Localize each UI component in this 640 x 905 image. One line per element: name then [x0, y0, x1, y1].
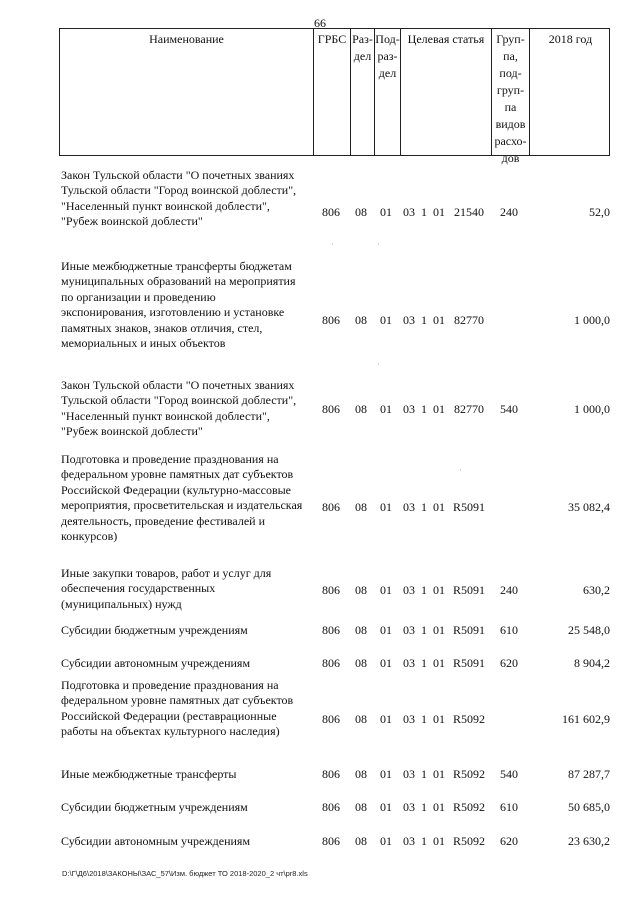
- row-cs-direction: R5091: [452, 656, 485, 670]
- row-podrazdel: 01: [380, 313, 392, 327]
- row-razdel: 08: [355, 767, 367, 781]
- row-razdel: 08: [355, 712, 367, 726]
- row-razdel: 08: [355, 623, 367, 637]
- row-grbs: 806: [322, 834, 340, 848]
- row-cs-program: 03: [403, 402, 415, 416]
- row-grbs: 806: [322, 712, 340, 726]
- row-cs-program: 03: [403, 712, 415, 726]
- row-cs-program: 03: [403, 313, 415, 327]
- row-cs-program: 03: [403, 767, 415, 781]
- row-amount: 8 904,2: [574, 656, 610, 670]
- row-razdel: 08: [355, 500, 367, 514]
- row-amount: 25 548,0: [568, 623, 610, 637]
- row-cs-program: 03: [403, 583, 415, 597]
- header-expense-type: Груп- па, под- груп- па видов расхо- дов: [491, 29, 529, 155]
- row-expense-type: 610: [500, 800, 518, 814]
- scan-speck: ·: [331, 240, 334, 249]
- table-header: [59, 28, 610, 165]
- row-grbs: 806: [322, 767, 340, 781]
- row-grbs: 806: [322, 500, 340, 514]
- row-cs-event: 01: [433, 402, 445, 416]
- row-cs-direction: R5092: [452, 800, 485, 814]
- row-name: Подготовка и проведение празднования на федеральном уровне памятных дат субъектов Российской Федерации (реставрационные работы на объектах культурного наследия): [61, 678, 294, 739]
- row-grbs: 806: [322, 800, 340, 814]
- row-cs-direction: 82770: [454, 402, 484, 416]
- table-row: [59, 834, 610, 852]
- row-cs-program: 03: [403, 623, 415, 637]
- row-podrazdel: 01: [380, 500, 392, 514]
- row-cs-event: 01: [433, 656, 445, 670]
- header-grbs: ГРБС: [313, 29, 350, 155]
- row-name: Иные закупки товаров, работ и услуг для обеспечения государственных (муниципальных) нужд: [61, 566, 272, 611]
- row-podrazdel: 01: [380, 712, 392, 726]
- row-cs-event: 01: [433, 313, 445, 327]
- row-amount: 630,2: [583, 583, 610, 597]
- row-razdel: 08: [355, 834, 367, 848]
- row-expense-type: 240: [500, 583, 518, 597]
- row-podrazdel: 01: [380, 800, 392, 814]
- row-name: Закон Тульской области "О почетных званиях Тульской области "Город воинской доблести", "Населенный пункт воинской доблести", "Рубеж воинской доблести": [61, 168, 297, 229]
- row-name: Иные межбюджетные трансферты бюджетам муниципальных образований на мероприятия по организации и проведению экспонирования, изготовлению и установке памятных знаков, знаков отличия, стел, мемориальных и иных объектов: [61, 259, 296, 351]
- table-row: [59, 566, 610, 614]
- header-year: 2018 год: [529, 29, 611, 155]
- row-cs-direction: 82770: [454, 313, 484, 327]
- row-razdel: 08: [355, 800, 367, 814]
- table-row: [59, 259, 610, 354]
- row-razdel: 08: [355, 656, 367, 670]
- row-cs-event: 01: [433, 205, 445, 219]
- header-target-article: Целевая статья: [400, 29, 491, 155]
- row-name: Иные межбюджетные трансферты: [61, 767, 237, 781]
- table-row: [59, 678, 610, 758]
- row-razdel: 08: [355, 583, 367, 597]
- row-cs-subprogram: 1: [421, 583, 427, 597]
- row-name: Закон Тульской области "О почетных званиях Тульской области "Город воинской доблести", "Населенный пункт воинской доблести", "Рубеж воинской доблести": [61, 378, 297, 439]
- row-amount: 1 000,0: [574, 313, 610, 327]
- scan-speck: ·: [459, 466, 462, 475]
- row-name: Подготовка и проведение празднования на федеральном уровне памятных дат субъектов Российской Федерации (культурно-массовые мероприятия, просветительская и издательская деятельность, проведение фестивалей и конкурсов): [61, 452, 303, 544]
- row-amount: 50 685,0: [568, 800, 610, 814]
- scan-speck: ·: [377, 360, 380, 369]
- table-row: [59, 656, 610, 674]
- row-cs-subprogram: 1: [421, 834, 427, 848]
- row-expense-type: 540: [500, 402, 518, 416]
- row-cs-program: 03: [403, 205, 415, 219]
- scan-speck: ·: [377, 240, 380, 249]
- row-cs-subprogram: 1: [421, 402, 427, 416]
- table-row: [59, 623, 610, 641]
- row-grbs: 806: [322, 583, 340, 597]
- row-cs-event: 01: [433, 583, 445, 597]
- row-cs-direction: R5091: [452, 500, 485, 514]
- row-cs-program: 03: [403, 500, 415, 514]
- row-expense-type: 540: [500, 767, 518, 781]
- row-grbs: 806: [322, 313, 340, 327]
- row-expense-type: 620: [500, 656, 518, 670]
- row-cs-subprogram: 1: [421, 500, 427, 514]
- row-cs-program: 03: [403, 834, 415, 848]
- row-cs-subprogram: 1: [421, 313, 427, 327]
- row-name: Субсидии бюджетным учреждениям: [61, 800, 248, 814]
- row-cs-event: 01: [433, 712, 445, 726]
- row-cs-event: 01: [433, 500, 445, 514]
- row-cs-direction: R5091: [452, 583, 485, 597]
- row-podrazdel: 01: [380, 583, 392, 597]
- row-grbs: 806: [322, 205, 340, 219]
- row-podrazdel: 01: [380, 402, 392, 416]
- row-cs-subprogram: 1: [421, 623, 427, 637]
- row-cs-subprogram: 1: [421, 800, 427, 814]
- row-podrazdel: 01: [380, 205, 392, 219]
- row-razdel: 08: [355, 205, 367, 219]
- row-cs-subprogram: 1: [421, 712, 427, 726]
- row-amount: 161 602,9: [562, 712, 610, 726]
- row-amount: 1 000,0: [574, 402, 610, 416]
- row-cs-event: 01: [433, 800, 445, 814]
- row-cs-event: 01: [433, 834, 445, 848]
- page-number: 66: [314, 16, 326, 30]
- row-grbs: 806: [322, 656, 340, 670]
- row-cs-direction: R5092: [452, 834, 485, 848]
- row-name: Субсидии автономным учреждениям: [61, 834, 251, 848]
- row-cs-subprogram: 1: [421, 767, 427, 781]
- row-cs-program: 03: [403, 656, 415, 670]
- row-grbs: 806: [322, 623, 340, 637]
- row-razdel: 08: [355, 402, 367, 416]
- table-row: [59, 378, 610, 442]
- table-row: [59, 168, 610, 246]
- file-path-footer: D:\Г\Д6\2018\ЗАКОНЫ\ЗАС_57\Изм. бюджет ТО 2018-2020_2 чт\pr8.xls: [62, 869, 308, 878]
- row-cs-event: 01: [433, 767, 445, 781]
- row-grbs: 806: [322, 402, 340, 416]
- table-row: [59, 452, 610, 562]
- row-cs-direction: R5092: [452, 767, 485, 781]
- row-cs-event: 01: [433, 623, 445, 637]
- table-row: [59, 767, 610, 785]
- table-body: [59, 156, 610, 856]
- row-amount: 35 082,4: [568, 500, 610, 514]
- row-cs-direction: 21540: [454, 205, 484, 219]
- header-podrazdel: Под- раз- дел: [374, 29, 400, 155]
- row-podrazdel: 01: [380, 656, 392, 670]
- row-podrazdel: 01: [380, 623, 392, 637]
- row-cs-program: 03: [403, 800, 415, 814]
- header-name: Наименование: [149, 32, 224, 46]
- table-row: [59, 800, 610, 818]
- row-amount: 52,0: [589, 205, 610, 219]
- row-cs-subprogram: 1: [421, 205, 427, 219]
- row-cs-direction: R5091: [452, 623, 485, 637]
- row-name: Субсидии бюджетным учреждениям: [61, 623, 248, 637]
- row-expense-type: 240: [500, 205, 518, 219]
- row-razdel: 08: [355, 313, 367, 327]
- row-cs-direction: R5092: [452, 712, 485, 726]
- row-amount: 87 287,7: [568, 767, 610, 781]
- row-podrazdel: 01: [380, 834, 392, 848]
- row-amount: 23 630,2: [568, 834, 610, 848]
- row-name: Субсидии автономным учреждениям: [61, 656, 251, 670]
- row-podrazdel: 01: [380, 767, 392, 781]
- row-expense-type: 620: [500, 834, 518, 848]
- header-razdel: Раз- дел: [350, 29, 374, 155]
- row-expense-type: 610: [500, 623, 518, 637]
- row-cs-subprogram: 1: [421, 656, 427, 670]
